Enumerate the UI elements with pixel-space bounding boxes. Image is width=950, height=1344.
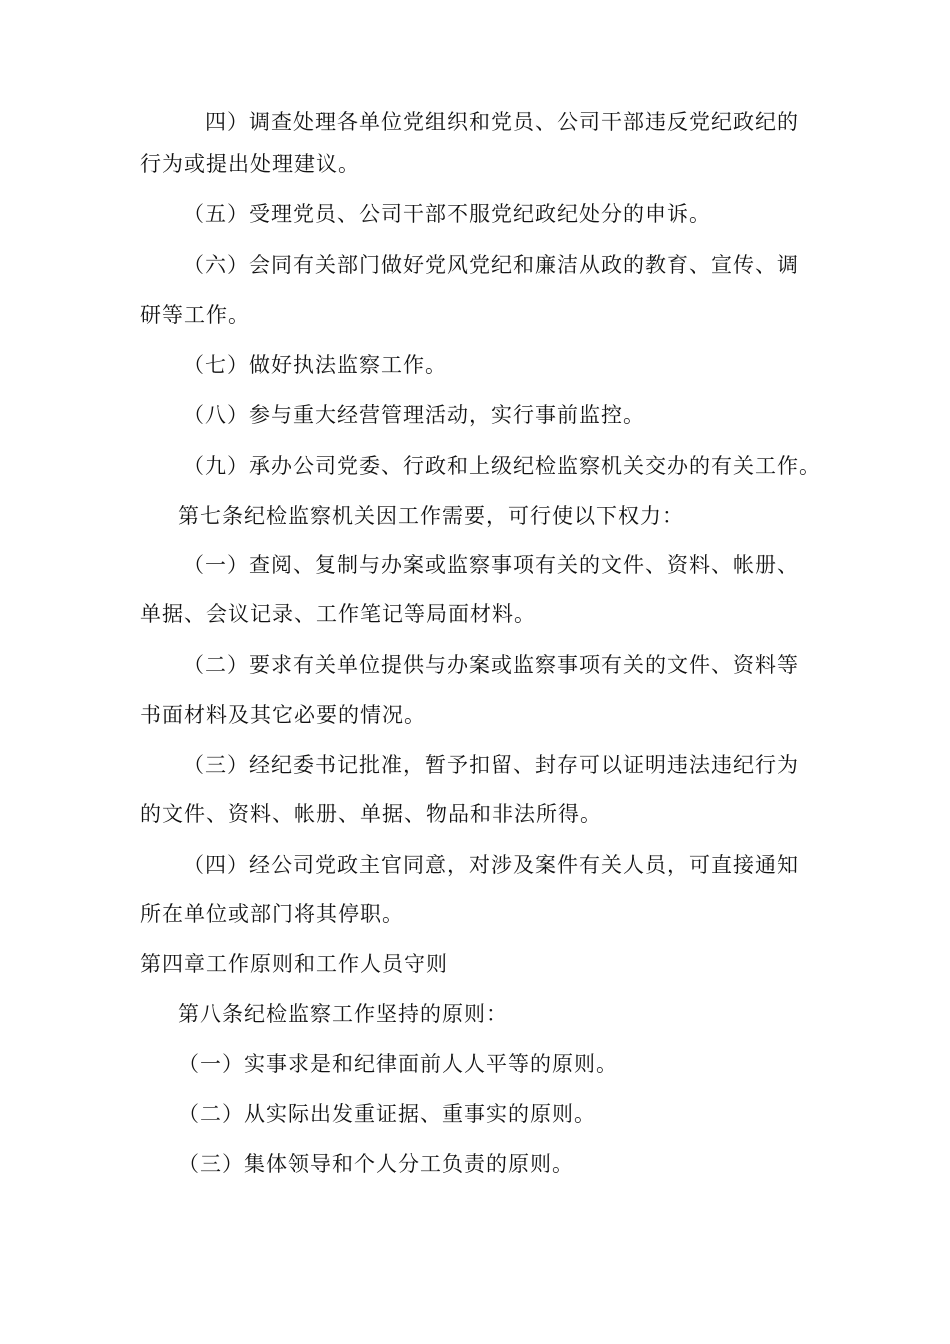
paragraph-8: （八）参与重大经营管理活动，实行事前监控。 <box>183 403 645 427</box>
power-4-line-1: （四）经公司党政主官同意，对涉及案件有关人员，可直接通知 <box>183 853 799 877</box>
principle-3: （三）集体领导和个人分工负责的原则。 <box>178 1152 574 1176</box>
paragraph-7: （七）做好执法监察工作。 <box>183 353 447 377</box>
article-8-heading: 第八条纪检监察工作坚持的原则： <box>178 1002 508 1026</box>
power-2-line-1: （二）要求有关单位提供与办案或监察事项有关的文件、资料等 <box>183 653 799 677</box>
paragraph-6-line-2: 研等工作。 <box>140 303 250 327</box>
principle-1: （一）实事求是和纪律面前人人平等的原则。 <box>178 1052 618 1076</box>
principle-2: （二）从实际出发重证据、重事实的原则。 <box>178 1102 596 1126</box>
paragraph-6-line-1: （六）会同有关部门做好党风党纪和廉洁从政的教育、宣传、调 <box>183 253 799 277</box>
power-3-line-2: 的文件、资料、帐册、单据、物品和非法所得。 <box>140 802 602 826</box>
power-4-line-2: 所在单位或部门将其停职。 <box>140 902 404 926</box>
paragraph-9: （九）承办公司党委、行政和上级纪检监察机关交办的有关工作。 <box>183 454 821 478</box>
power-3-line-1: （三）经纪委书记批准，暂予扣留、封存可以证明违法违纪行为 <box>183 753 799 777</box>
power-1-line-2: 单据、会议记录、工作笔记等局面材料。 <box>140 602 536 626</box>
paragraph-5: （五）受理党员、公司干部不服党纪政纪处分的申诉。 <box>183 202 711 226</box>
power-1-line-1: （一）查阅、复制与办案或监察事项有关的文件、资料、帐册、 <box>183 553 799 577</box>
paragraph-4-line-2: 行为或提出处理建议。 <box>140 152 360 176</box>
power-2-line-2: 书面材料及其它必要的情况。 <box>140 703 426 727</box>
article-7-heading: 第七条纪检监察机关因工作需要，可行使以下权力： <box>178 504 684 528</box>
chapter-4-heading: 第四章工作原则和工作人员守则 <box>140 952 448 976</box>
paragraph-4-line-1: 四）调查处理各单位党组织和党员、公司干部违反党纪政纪的 <box>205 110 799 134</box>
